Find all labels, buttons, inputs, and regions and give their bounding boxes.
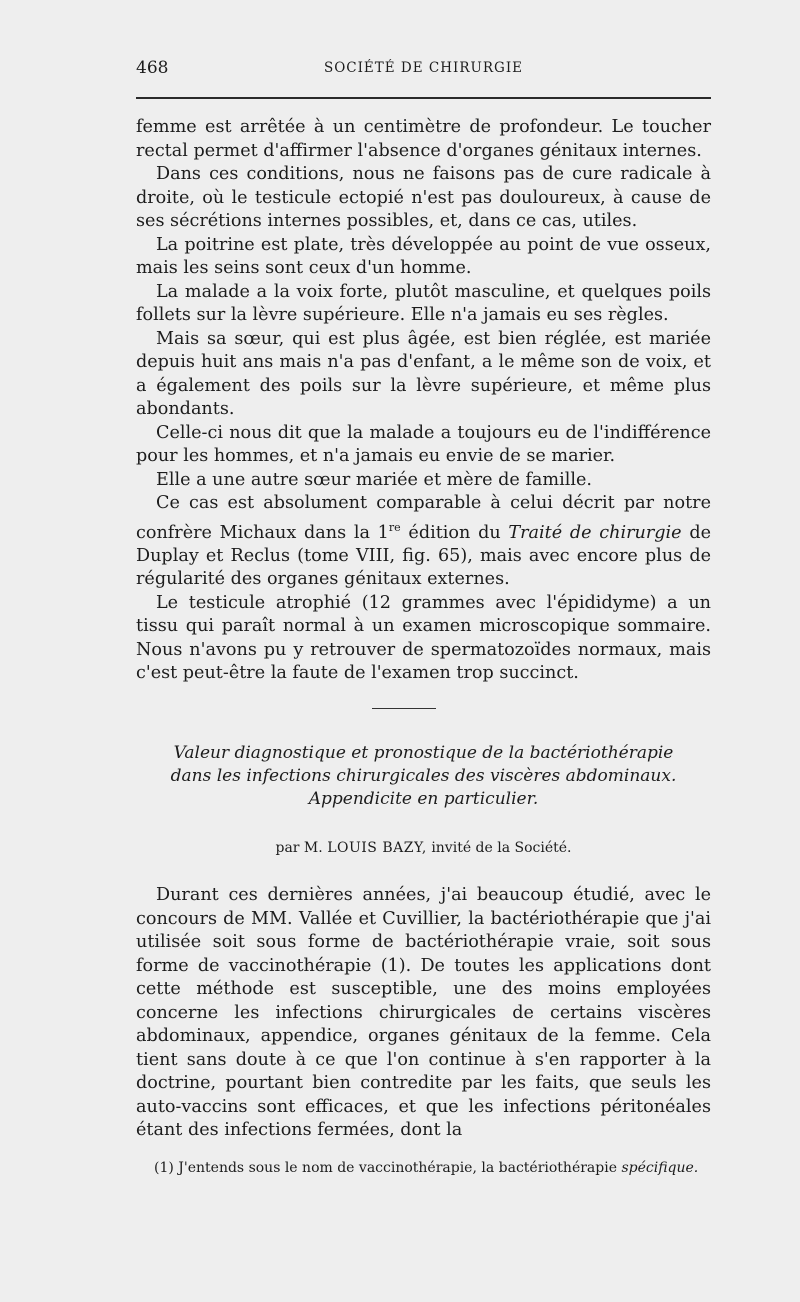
page-number: 468 [136,58,169,78]
title-line: Valeur diagnostique et pronostique de la bactériothérapie [173,743,674,763]
paragraph: Durant ces dernières années, j'ai beaucoup étudié, avec le concours de MM. Vallée et Cuvillier, la bactériothérapie que j'ai utilisée soit sous forme de bactériothérapie vraie, soit sous forme de vaccinothérapie (1). De toutes les applications dont cette méthode est susceptible, une des moins employées concerne les infections chirurgicales de certains viscères abdominaux, appendice, organes génitaux de la femme. Cela tient sans doute à ce que l'on continue à s'en rapporter à la doctrine, pourtant bien contredite par les faits, que seuls les auto-vaccins sont efficaces, et que les infections péritonéales étant des infections fermées, dont la [136,885,711,1140]
paragraph: La poitrine est plate, très développée au point de vue osseux, mais les seins sont ceux d'un homme. [136,234,711,278]
section-separator [372,708,436,709]
page-header [136,58,711,82]
text-run: de Duplay et Reclus (tome VIII, fig. 65), mais avec encore plus de régularité des organes génitaux externes. [136,522,711,590]
footnote-text: (1) J'entends sous le nom de vaccinothérapie, la bactériothérapie [154,1160,622,1176]
footnote [136,1158,711,1178]
byline [136,838,711,858]
paragraph: Dans ces conditions, nous ne faisons pas de cure radicale à droite, où le testicule ectopié n'est pas douloureux, à cause de ses sécrétions internes possibles, et, dans ce cas, utiles. [136,164,711,231]
paragraph: Mais sa sœur, qui est plus âgée, est bien réglée, est mariée depuis huit ans mais n'a pas d'enfant, a le même son de voix, et a également des poils sur la lèvre supérieure, et même plus abondants. [136,328,711,419]
byline-prefix: par M. [275,840,323,856]
article-title [136,742,711,811]
article-body [136,884,711,1143]
running-title: SOCIÉTÉ DE CHIRURGIE [323,60,524,76]
paragraph: La malade a la voix forte, plutôt masculine, et quelques poils follets sur la lèvre supérieure. Elle n'a jamais eu ses règles. [136,281,711,325]
header-rule [136,97,711,99]
paragraph [136,492,711,592]
text-run: édition du [400,522,509,543]
author-name: LOUIS BAZY, [327,840,427,856]
text-run: Ce cas est absolument comparable à celui décrit par notre confrère Michaux dans la 1 [136,493,711,543]
paragraph: Elle a une autre sœur mariée et mère de famille. [156,469,592,490]
byline-suffix: invité de la Société. [431,840,572,856]
title-line: Appendicite en particulier. [308,789,539,809]
book-title: Traité de chirurgie [508,522,682,543]
paragraph: Le testicule atrophié (12 grammes avec l'épididyme) a un tissu qui paraît normal à un examen microscopique sommaire. Nous n'avons pu y retrouver de spermatozoïdes normaux, mais c'est peut-être la faute de l'examen trop succinct. [136,592,711,684]
paragraph: Celle-ci nous dit que la malade a toujours eu de l'indifférence pour les hommes, et n'a jamais eu envie de se marier. [136,422,711,466]
footnote-italic: spécifique. [621,1160,699,1176]
title-line: dans les infections chirurgicales des viscères abdominaux. [170,766,677,786]
paragraph: femme est arrêtée à un centimètre de profondeur. Le toucher rectal permet d'affirmer l'absence d'organes génitaux internes. [136,117,711,161]
superscript: re [388,520,401,534]
case-report-text [136,116,711,686]
